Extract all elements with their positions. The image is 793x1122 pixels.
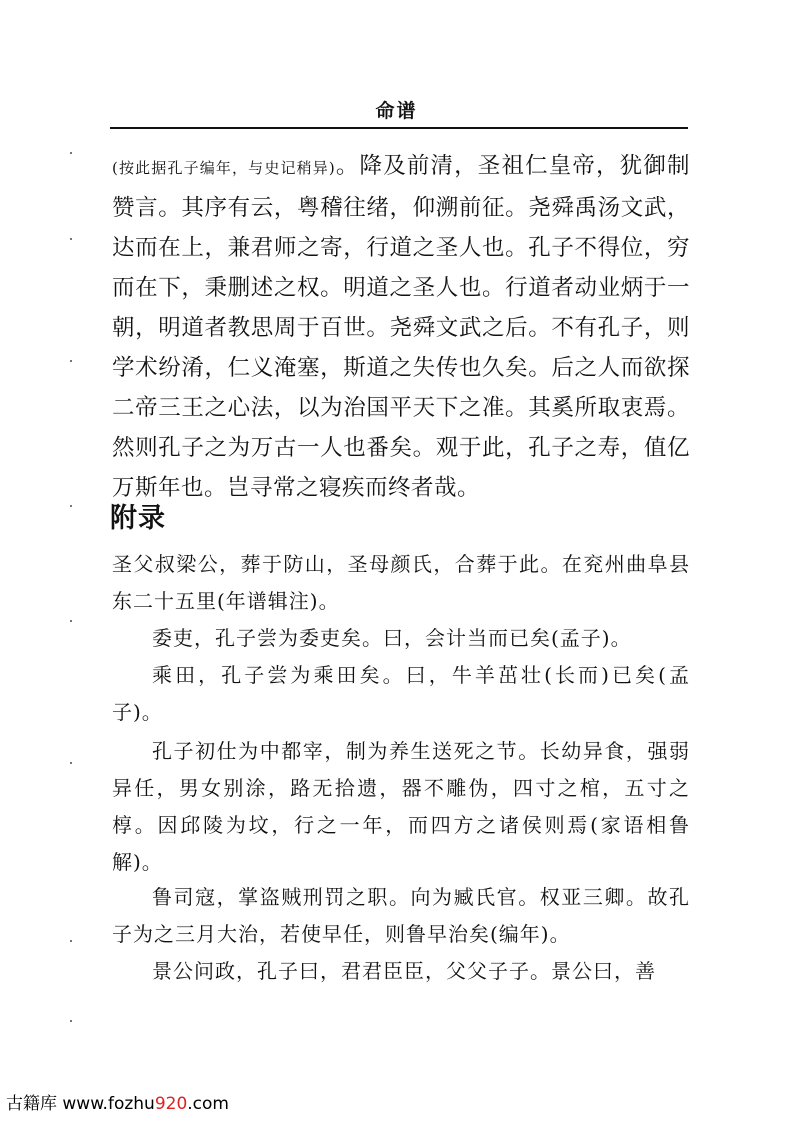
page-header-title: 命谱 (375, 100, 418, 122)
watermark-url-suffix: .com (187, 1094, 229, 1114)
editor-note: (按此据孔子编年，与史记稍异) (112, 159, 336, 177)
section-heading-appendix: 附录 (110, 503, 166, 534)
appendix-paragraph: 孔子初仕为中都宰，制为养生送死之节。长幼异食，强弱异任，男女别涂，路无拾遗，器不雕伪，四寸之棺，五寸之椁。因邱陵为坟，行之一年，而四方之诸侯则焉(家语相鲁解)。 (112, 739, 690, 874)
appendix-paragraph: 乘田，孔子尝为乘田矣。曰，牛羊茁壮(长而)已矣(孟子)。 (112, 663, 690, 724)
appendix-paragraph: 委吏，孔子尝为委吏矣。曰，会计当而已矣(孟子)。 (152, 626, 632, 650)
watermark (6, 1089, 229, 1114)
left-margin-dots (70, 150, 80, 1030)
body-text: 。降及前清，圣祖仁皇帝，犹御制赞言。其序有云，粤稽往绪，仰溯前征。尧舜禹汤文武，达而在上，兼君师之寄，行道之圣人也。孔子不得位，穷而在下，秉删述之权。明道之圣人也。行道者动业炳于一朝，明道者教思周于百世。尧舜文武之后。不有孔子，则学术纷淆，仁义淹塞，斯道之失传也久矣。后之人而欲探二帝三王之心法，以为治国平天下之准。其奚所取衷焉。然则孔子之为万古一人也番矣。观于此，孔子之寿，值亿万斯年也。岂寻常之寝疾而终者哉。 (112, 153, 690, 501)
watermark-url-prefix: www.fozhu (62, 1094, 155, 1114)
appendix-paragraph: 圣父叔梁公，葬于防山，圣母颜氏，合葬于此。在兖州曲阜县东二十五里(年谱辑注)。 (112, 552, 690, 613)
appendix-paragraph: 鲁司寇，掌盗贼刑罚之职。向为臧氏官。权亚三卿。故孔子为之三月大治，若使早任，则鲁早治矣(编年)。 (112, 885, 690, 946)
watermark-url-number: 920 (154, 1094, 188, 1114)
watermark-site-name: 古籍库 (6, 1094, 57, 1114)
appendix-paragraph: 景公问政，孔子曰，君君臣臣，父父子子。景公曰，善 (152, 959, 656, 983)
body-paragraph (112, 146, 690, 508)
header-rule (110, 127, 688, 129)
